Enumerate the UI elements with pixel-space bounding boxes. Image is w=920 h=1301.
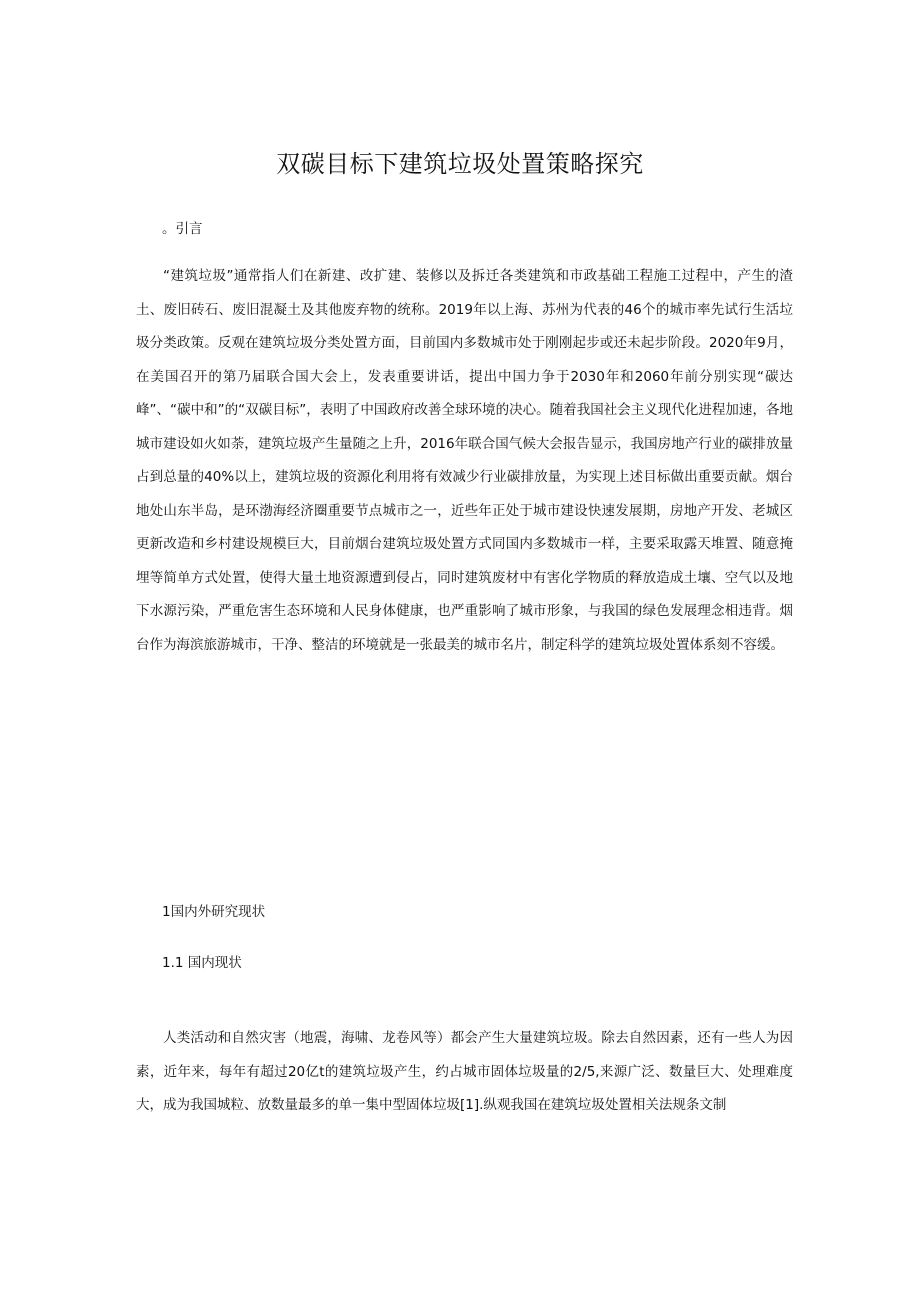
intro-heading: 。引言 — [162, 221, 203, 237]
document-title: 双碳目标下建筑垃圾处置策略探究 — [276, 150, 644, 178]
section-1-1-paragraph: 人类活动和自然灾害（地震，海啸、龙卷风等）都会产生大量建筑垃圾。除去自然因素，还有一些人为因素，近年来，每年有超过20亿t的建筑垃圾产生，约占城市固体垃圾量的2/5,来源广泛、数量巨大、处理难度大，成为我国城粒、放数量最多的单一集中型固体垃圾[1].纵观我国在建筑垃圾处置相关法规条文制 — [136, 1030, 793, 1113]
section-1-heading: 1国内外研究现状 — [162, 904, 266, 920]
intro-paragraph: “建筑垃圾”通常指人们在新建、改扩建、装修以及拆迁各类建筑和市政基础工程施工过程中，产生的渣土、废旧砖石、废旧混凝土及其他废弃物的统称。2019年以上海、苏州为代表的46个的城市率先试行生活垃圾分类政策。反观在建筑垃圾分类处置方面，目前国内多数城市处于刚刚起步或还未起步阶段。2020年9月，在美国召开的第乃届联合国大会上，发表重要讲话，提出中国力争于2030年和2060年前分别实现“碳达峰”、“碳中和”的“双碳目标”，表明了中国政府改善全球环境的决心。随着我国社会主义现代化进程加速，各地城市建设如火如荼，建筑垃圾产生量随之上升，2016年联合国气候大会报告显示，我国房地产行业的碳排放量占到总量的40%以上，建筑垃圾的资源化利用将有效减少行业碳排放量，为实现上述目标做出重要贡献。烟台地处山东半岛，是环渤海经济圈重要节点城市之一，近些年正处于城市建设快速发展期，房地产开发、老城区更新改造和乡村建设规模巨大，目前烟台建筑垃圾处置方式同国内多数城市一样，主要采取露天堆置、随意掩埋等简单方式处置，使得大量土地资源遭到侵占，同时建筑废材中有害化学物质的释放造成土壤、空气以及地下水源污染，严重危害生态环境和人民身体健康，也严重影响了城市形象，与我国的绿色发展理念相违背。烟台作为海滨旅游城市，干净、整洁的环境就是一张最美的城市名片，制定科学的建筑垃圾处置体系刻不容缓。 — [136, 268, 793, 653]
section-1-1-heading: 1.1 国内现状 — [162, 955, 242, 971]
